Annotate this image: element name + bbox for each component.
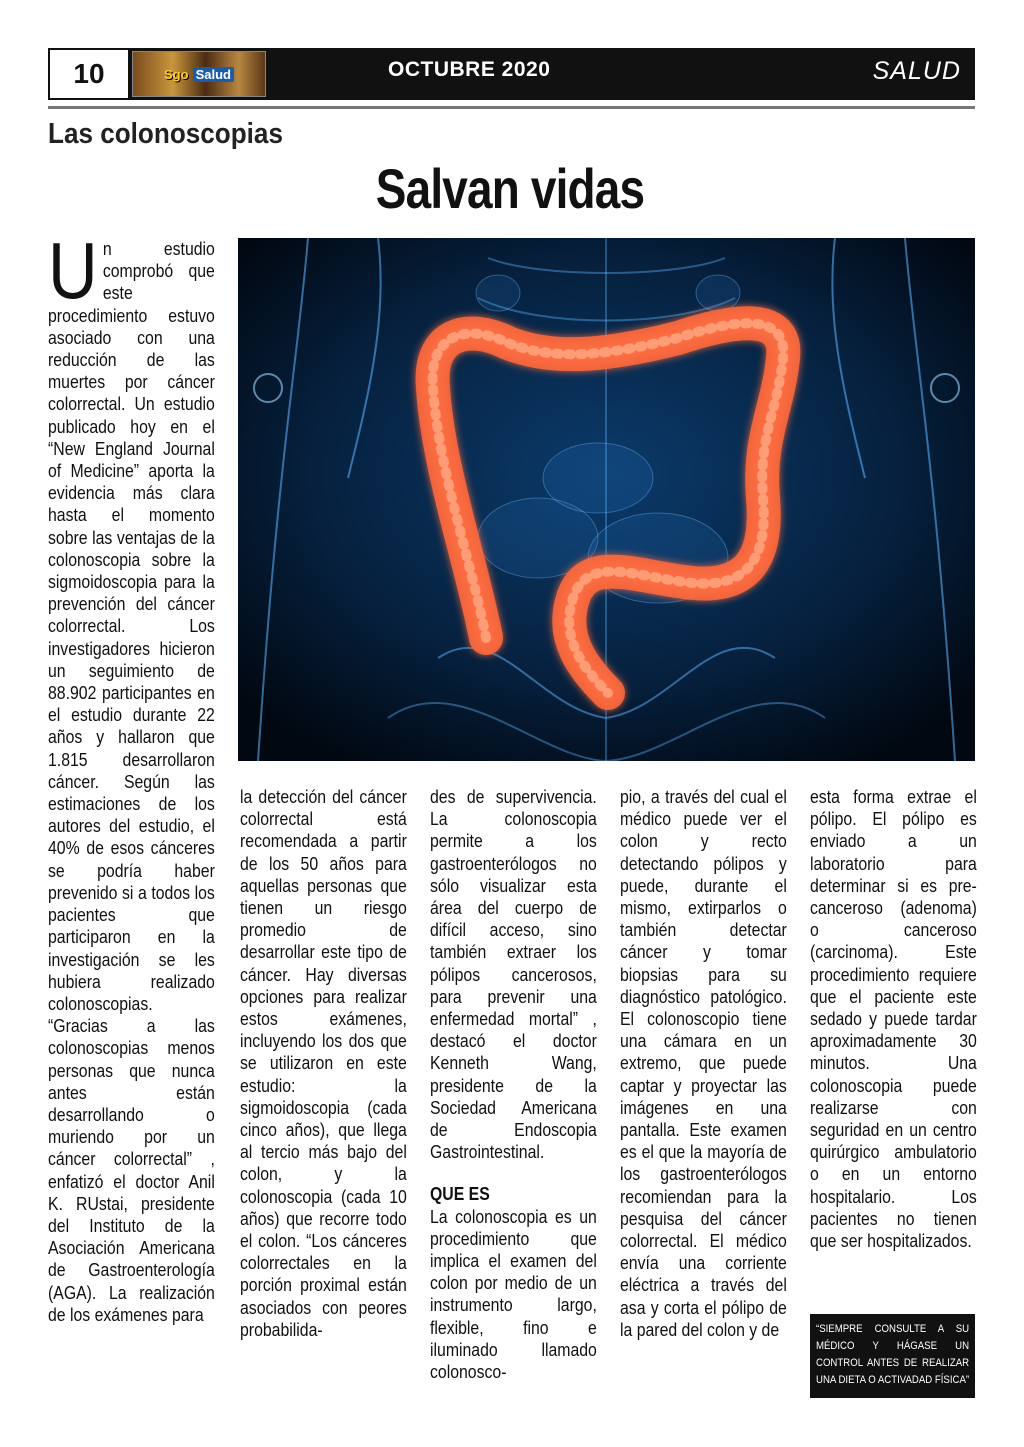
article-column-5 (810, 786, 977, 1306)
section-name: SALUD (872, 57, 961, 85)
logo-text-left: Sgo (164, 66, 189, 82)
article-headline: Salvan vidas (375, 157, 645, 220)
header-rule (48, 106, 975, 109)
advice-callout (810, 1314, 975, 1398)
header-bar (48, 48, 975, 100)
column-5-text: esta forma extrae el pólipo. El pólipo es enviado a un laboratorio para determinar si es pre-canceroso (adenoma) o canceroso (carcinoma). Este procedimiento requiere que el paciente este sedado y puede tardar aproximadamente 30 minutos. Una colonoscopia puede realizarse con seguridad en un centro quirúrgico ambulatorio o en un entorno hospitalario. Los pacientes no tienen que ser hospitalizados. (810, 786, 977, 1252)
column-1-text: n estudio comprobó que este procedimiento estuvo asociado con una reducción de las muertes por cáncer colorrectal. Un estudio publicado hoy en el “New England Journal of Medicine” aporta la evidencia más clara hasta el momento sobre las ventajas de la colonoscopia sobre la sigmoidoscopia para la prevención del cáncer colorrectal. Los investigadores hicieron un seguimiento de 88.902 participantes en el estudio durante 22 años y hallaron que 1.815 desarrollaron cáncer. Según las estimaciones de los autores del estudio, el 40% de esos cánceres se podría haber prevenido si a todos los pacientes que participaron en la investigación se les hubiera realizado colonoscopias. “Gracias a las colonoscopias menos personas que nunca antes están desarrollando o muriendo por un cáncer colorrectal” , enfatizó el doctor Anil K. RUstai, presidente del Instituto de la Asociación Americana de Gastroenterología (AGA). La realización de los exámenes para (48, 238, 215, 1325)
column-2-text: la detección del cáncer colorrectal está recomendada a partir de los 50 años para aquellas personas que tienen un riesgo promedio de desarrollar este tipo de cáncer. Hay diversas opciones para realizar estos exámenes, incluyendo los dos que se utilizaron en este estudio: la sigmoidoscopia (cada cinco años), que llega al tercio más bajo del colon, y la colonoscopia (cada 10 años) que recorre todo el colon. “Los cánceres colorrectales en la porción proximal están asociados con peores probabilida- (240, 786, 407, 1340)
column-3-text-b: La colonoscopia es un procedimiento que implica el examen del colon por medio de un instrumento largo, flexible, fino e iluminado llamado colonosco- (430, 1205, 597, 1383)
article-column-4 (620, 786, 787, 1406)
callout-text: “SIEMPRE CONSULTE A SU MÉDICO Y HÁGASE UN CONTROL ANTES DE REALIZAR UNA DIETA O ACTIVADAD FÍSICA” (816, 1323, 970, 1386)
article-column-1 (48, 238, 215, 1403)
colon-illustration (238, 238, 975, 761)
section-subhead: QUE ES (430, 1183, 490, 1205)
page-number-box (48, 48, 128, 100)
column-4-text: pio, a través del cual el médico puede ver el colon y recto detectando pólipos y puede, durante el mismo, extirparlos o también detectar cáncer y tomar biopsias para su diagnóstico patológico. El colonoscopio tiene una cámara en un extremo, que puede captar y proyectar las imágenes en una pantalla. Este examen es el que la mayoría de los gastroenterólogos recomiendan para la pesquisa del cáncer colorrectal. El médico envía una corriente eléctrica a través del asa y corta el pólipo de la pared del colon y de (620, 786, 787, 1340)
issue-date: OCTUBRE 2020 (388, 58, 551, 81)
hero-image (238, 238, 975, 761)
page-number: 10 (73, 58, 105, 89)
article-column-2 (240, 786, 407, 1406)
publication-logo (132, 51, 266, 97)
column-3-text-a: des de supervivencia. La colonoscopia permite a los gastroenterólogos no sólo visualizar esta área del cuerpo de difícil acceso, sino también extraer los pólipos cancerosos, para prevenir una enfermedad mortal” , destacó el doctor Kenneth Wang, presidente de la Sociedad Americana de Endoscopia Gastrointestinal. (430, 786, 597, 1163)
article-kicker: Las colonoscopias (48, 118, 283, 150)
drop-cap: U (48, 238, 98, 315)
logo-text-right: Salud (193, 67, 234, 82)
article-column-3 (430, 786, 597, 1406)
